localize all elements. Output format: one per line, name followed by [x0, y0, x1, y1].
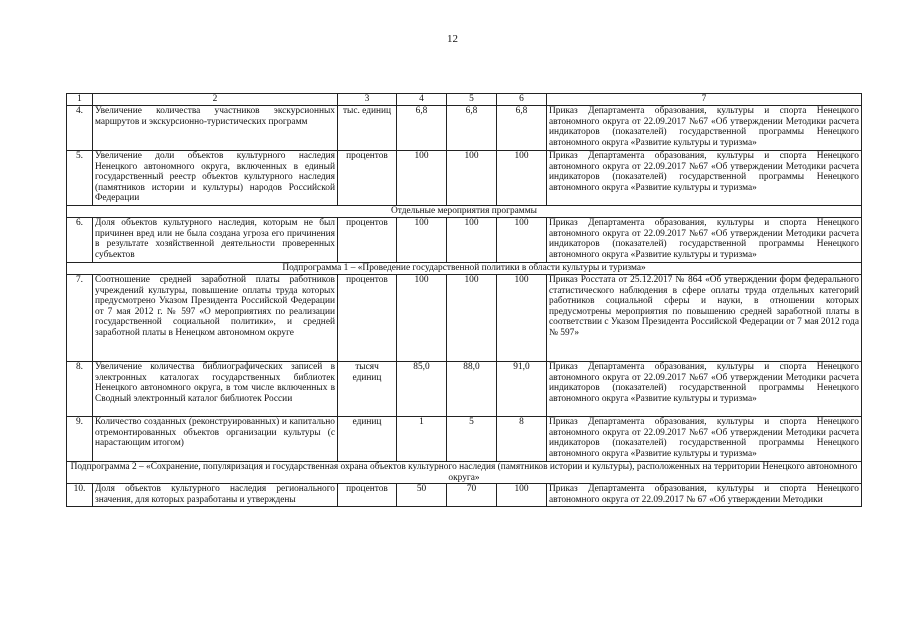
value-year-3: 100 — [497, 218, 547, 263]
value-year-3: 8 — [497, 417, 547, 462]
indicator-name: Увеличение количества участников экскурсионных маршрутов и экскурсионно-туристических программ — [93, 106, 338, 151]
indicators-table — [66, 93, 862, 507]
value-year-3: 100 — [497, 484, 547, 507]
value-year-3: 100 — [497, 151, 547, 206]
row-number: 5. — [67, 151, 93, 206]
indicator-name: Количество созданных (реконструированных) и капитально отремонтированных объектов организации культуры (с нарастающим итогом) — [93, 417, 338, 462]
source-cell: Приказ Департамента образования, культуры и спорта Ненецкого автономного округа от 22.09.2017 № 67 «Об утверждении Методики — [547, 484, 862, 507]
value-year-2: 70 — [447, 484, 497, 507]
value-year-1: 100 — [397, 218, 447, 263]
source-cell: Приказ Росстата от 25.12.2017 № 864 «Об утверждении форм федерального статистического наблюдения в сфере оплаты труда отдельных категорий работников социальной сферы и науки, в отношении которых предусмотрены мероприятия по повышению средней заработной платы в соответствии с Указом Президента Российской Федерации от 7 мая 2012 года № 597» — [547, 275, 862, 362]
indicator-name: Доля объектов культурного наследия регионального значения, для которых разработаны и утверждены — [93, 484, 338, 507]
row-number: 6. — [67, 218, 93, 263]
value-year-1: 1 — [397, 417, 447, 462]
value-year-2: 5 — [447, 417, 497, 462]
table-row — [67, 106, 862, 151]
header-cell-6: 6 — [497, 94, 547, 106]
unit-cell: тыс. единиц — [338, 106, 397, 151]
page-number: 12 — [447, 33, 458, 45]
row-number: 8. — [67, 362, 93, 417]
table-row — [67, 362, 862, 417]
value-year-3: 6,8 — [497, 106, 547, 151]
section-row — [67, 206, 862, 218]
row-number: 10. — [67, 484, 93, 507]
table-row — [67, 275, 862, 362]
row-number: 4. — [67, 106, 93, 151]
unit-cell: процентов — [338, 151, 397, 206]
indicator-name: Увеличение доли объектов культурного наследия Ненецкого автономного округа, включенных в единый государственный реестр объектов культурного наследия (памятников истории и культуры) народов Российской Федерации — [93, 151, 338, 206]
table-row — [67, 151, 862, 206]
source-cell: Приказ Департамента образования, культуры и спорта Ненецкого автономного округа от 22.09.2017 №67 «Об утверждении Методики расчета индикаторов (показателей) государственной программы Ненецкого автономного округа «Развитие культуры и туризма» — [547, 362, 862, 417]
section-row — [67, 462, 862, 484]
table-row — [67, 484, 862, 507]
row-number: 9. — [67, 417, 93, 462]
value-year-1: 85,0 — [397, 362, 447, 417]
row-number: 7. — [67, 275, 93, 362]
indicator-name: Соотношение средней заработной платы работников учреждений культуры, повышение оплаты труда которых предусмотрено Указом Президента Российской Федерации от 7 мая 2012 г. № 597 «О мероприятиях по реализации государственной социальной политики», и средней заработной платы в Ненецком автономном округе — [93, 275, 338, 362]
header-cell-5: 5 — [447, 94, 497, 106]
unit-cell: единиц — [338, 417, 397, 462]
source-cell: Приказ Департамента образования, культуры и спорта Ненецкого автономного округа от 22.09.2017 №67 «Об утверждении Методики расчета индикаторов (показателей) государственной программы Ненецкого автономного округа «Развитие культуры и туризма» — [547, 218, 862, 263]
value-year-3: 100 — [497, 275, 547, 362]
unit-cell: процентов — [338, 275, 397, 362]
indicator-name: Увеличение количества библиографических записей в электронных каталогах государственных библиотек Ненецкого автономного округа, в том числе включенных в Сводный электронный каталог библиотек России — [93, 362, 338, 417]
table-row — [67, 417, 862, 462]
table-header-row — [67, 94, 862, 106]
section-row — [67, 263, 862, 275]
value-year-2: 88,0 — [447, 362, 497, 417]
value-year-3: 91,0 — [497, 362, 547, 417]
value-year-2: 100 — [447, 275, 497, 362]
value-year-2: 100 — [447, 218, 497, 263]
header-cell-7: 7 — [547, 94, 862, 106]
subprogram-1-title: Подпрограмма 1 – «Проведение государственной политики в области культуры и туризма» — [67, 263, 862, 275]
source-cell: Приказ Департамента образования, культуры и спорта Ненецкого автономного округа от 22.09.2017 №67 «Об утверждении Методики расчета индикаторов (показателей) государственной программы Ненецкого автономного округа «Развитие культуры и туризма» — [547, 106, 862, 151]
value-year-2: 100 — [447, 151, 497, 206]
value-year-1: 6,8 — [397, 106, 447, 151]
unit-cell: процентов — [338, 484, 397, 507]
section-title-separate-measures: Отдельные мероприятия программы — [67, 206, 862, 218]
source-cell: Приказ Департамента образования, культуры и спорта Ненецкого автономного округа от 22.09.2017 №67 «Об утверждении Методики расчета индикаторов (показателей) государственной программы Ненецкого автономного округа «Развитие культуры и туризма» — [547, 151, 862, 206]
indicator-name: Доля объектов культурного наследия, которым не был причинен вред или не была создана угроза его причинения в результате хозяйственной деятельности проверенных субъектов — [93, 218, 338, 263]
unit-cell: тысяч единиц — [338, 362, 397, 417]
subprogram-2-title: Подпрограмма 2 – «Сохранение, популяризация и государственная охрана объектов культурного наследия (памятников истории и культуры), расположенных на территории Ненецкого автономного округа» — [67, 462, 862, 484]
unit-cell: процентов — [338, 218, 397, 263]
value-year-1: 100 — [397, 275, 447, 362]
header-cell-1: 1 — [67, 94, 93, 106]
header-cell-4: 4 — [397, 94, 447, 106]
value-year-1: 50 — [397, 484, 447, 507]
header-cell-3: 3 — [338, 94, 397, 106]
header-cell-2: 2 — [93, 94, 338, 106]
table-row — [67, 218, 862, 263]
source-cell: Приказ Департамента образования, культуры и спорта Ненецкого автономного округа от 22.09.2017 №67 «Об утверждении Методики расчета индикаторов (показателей) государственной программы Ненецкого автономного округа «Развитие культуры и туризма» — [547, 417, 862, 462]
value-year-1: 100 — [397, 151, 447, 206]
value-year-2: 6,8 — [447, 106, 497, 151]
